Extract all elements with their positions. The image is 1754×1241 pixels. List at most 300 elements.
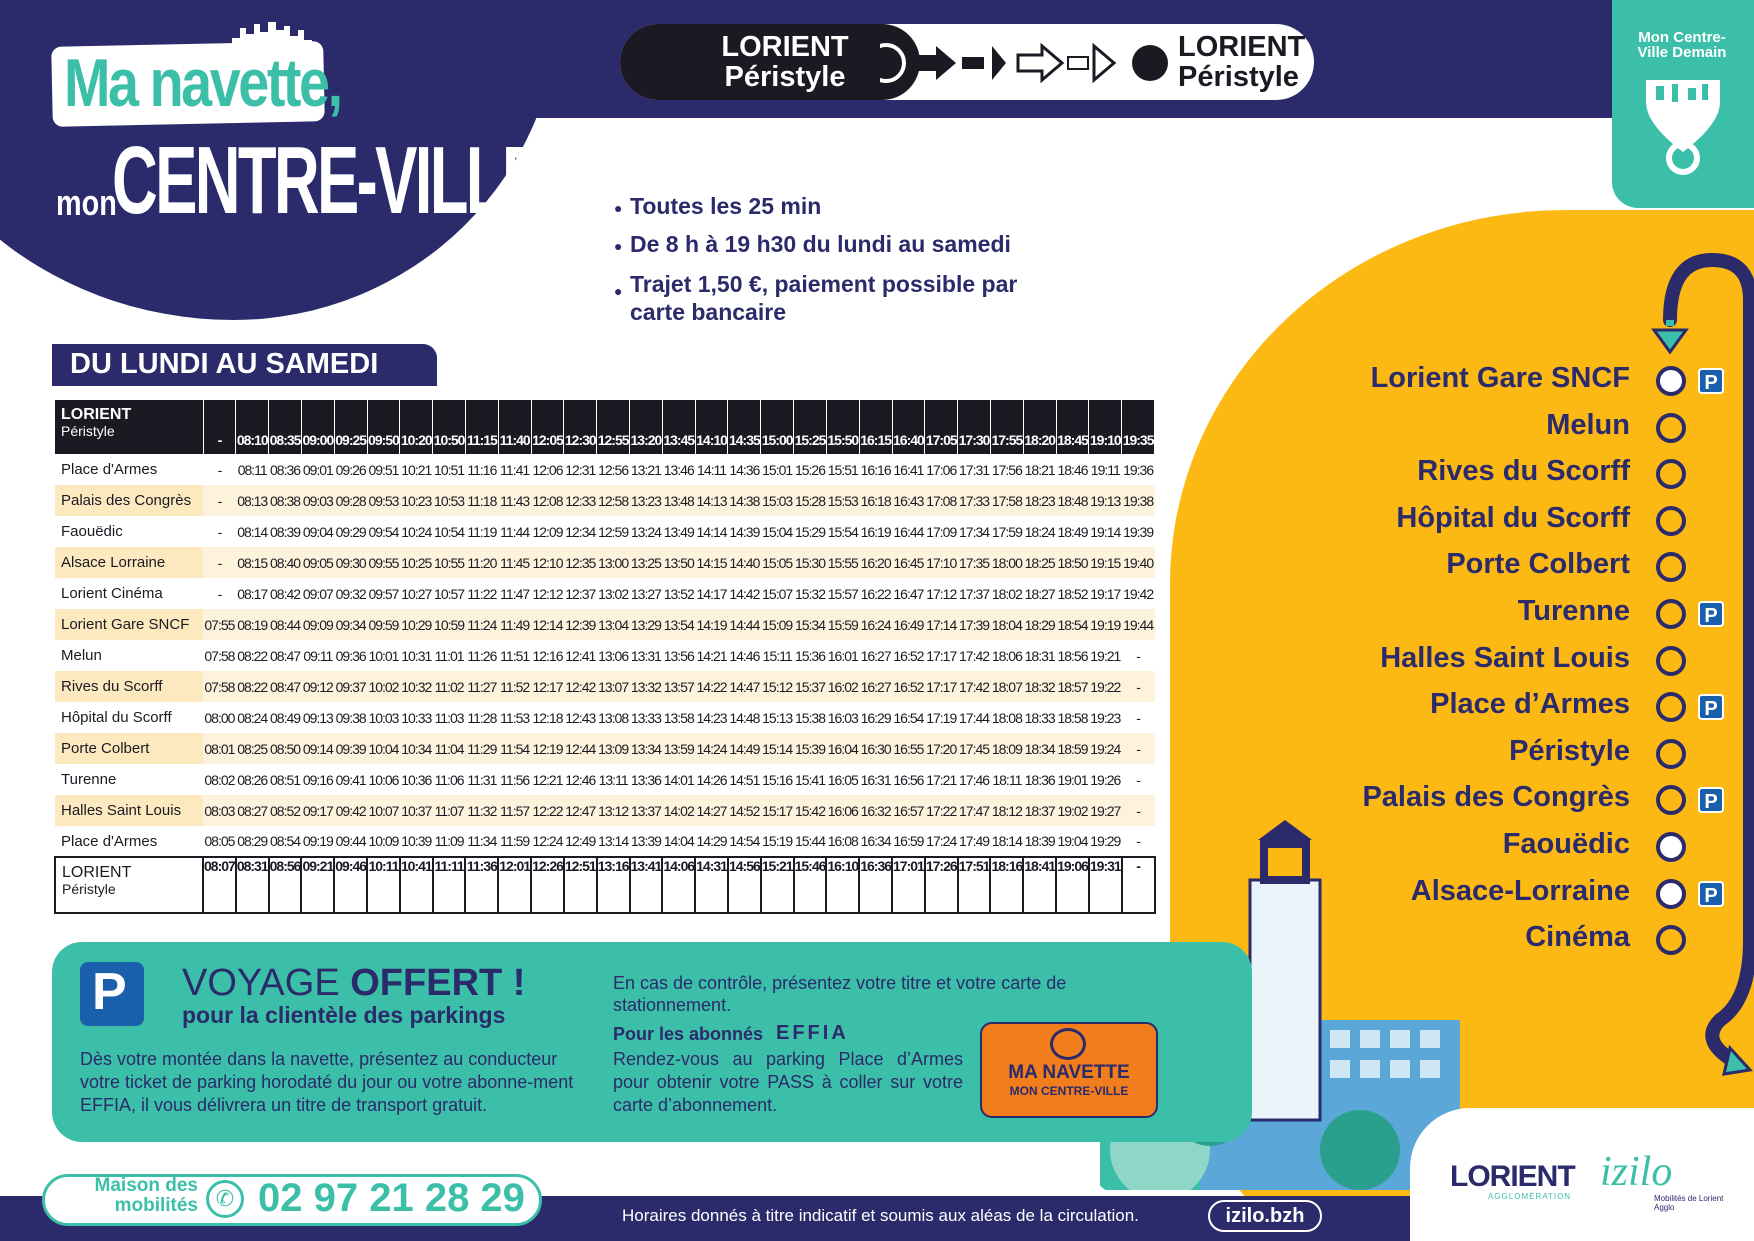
timetable-time-cell: 12:17 [531,671,564,702]
phone-label: Maison des mobilités [94,1175,198,1216]
timetable-time-cell: 19:40 [1122,547,1155,578]
timetable-time-cell: 11:26 [465,640,498,671]
timetable-time-cell: 19:02 [1056,795,1089,826]
timetable-stop-name: Lorient Gare SNCF [55,609,203,640]
timetable-row [55,640,1155,671]
timetable-time-cell: 15:44 [794,826,827,857]
timetable-time-cell: 13:34 [630,733,663,764]
timetable-footer-time: 19:06 [1056,857,1089,913]
timetable-time-cell: - [203,547,236,578]
route-origin [670,32,900,92]
timetable-time-cell: 08:17 [236,578,269,609]
timetable-time-cell: 13:27 [630,578,663,609]
timetable-header-time: 09:00 [301,400,334,454]
timetable-time-cell: 17:37 [958,578,991,609]
timetable-time-cell: 11:01 [433,640,466,671]
timetable-time-cell: 08:47 [269,671,302,702]
title-subword: mon [56,182,117,223]
timetable-time-cell: 08:11 [236,454,269,485]
timetable-time-cell: 10:06 [367,764,400,795]
timetable-time-cell: 11:54 [498,733,531,764]
timetable-time-cell: 17:34 [958,516,991,547]
timetable-time-cell: 19:01 [1056,764,1089,795]
timetable-time-cell: 11:47 [498,578,531,609]
timetable-time-cell: 17:31 [958,454,991,485]
timetable-footer-time: 12:26 [531,857,564,913]
timetable-time-cell: 15:53 [826,485,859,516]
timetable-time-cell: 08:24 [236,702,269,733]
timetable-time-cell: 13:00 [597,547,630,578]
timetable-time-cell: 15:42 [794,795,827,826]
timetable-header-time: 15:00 [761,400,794,454]
timetable-header-time: 15:25 [794,400,827,454]
route-stop-name: Halles Saint Louis [1380,641,1630,674]
timetable-time-cell: 08:25 [236,733,269,764]
timetable-time-cell: 12:31 [564,454,597,485]
timetable-footer-time: 11:11 [433,857,466,913]
timetable-time-cell: 09:55 [367,547,400,578]
timetable-header-time: 18:20 [1023,400,1056,454]
timetable-time-cell: 14:29 [695,826,728,857]
control-text: En cas de contrôle, présentez votre titre et votre carte de stationnement. [613,973,1067,1015]
timetable-time-cell: 19:36 [1122,454,1155,485]
timetable-time-cell: 16:06 [826,795,859,826]
timetable-header-time: 08:10 [236,400,269,454]
timetable-time-cell: 09:07 [301,578,334,609]
timetable-time-cell: 10:39 [400,826,433,857]
timetable-time-cell: 15:07 [761,578,794,609]
timetable-time-cell: 14:11 [695,454,728,485]
timetable-time-cell: 16:02 [826,671,859,702]
timetable-footer-time: 18:16 [990,857,1023,913]
timetable-time-cell: 12:21 [531,764,564,795]
voyage-title-light: VOYAGE [182,962,351,1004]
timetable-time-cell: 12:35 [564,547,597,578]
timetable-time-cell: 10:01 [367,640,400,671]
timetable-time-cell: 10:07 [367,795,400,826]
route-stop-marker [1656,506,1686,536]
timetable-stop-name: Alsace Lorraine [55,547,203,578]
timetable-time-cell: 14:19 [695,609,728,640]
timetable-row [55,671,1155,702]
timetable-time-cell: 17:22 [925,795,958,826]
timetable-time-cell: 09:13 [301,702,334,733]
timetable-time-cell: 16:31 [859,764,892,795]
timetable-time-cell: - [203,454,236,485]
route-stop-marker [1656,692,1686,722]
timetable-time-cell: 08:51 [269,764,302,795]
timetable-time-cell: 17:14 [925,609,958,640]
timetable-time-cell: - [203,516,236,547]
timetable-time-cell: 08:13 [236,485,269,516]
abonnes-label: Pour les abonnés [613,1024,764,1044]
timetable-time-cell: 18:29 [1023,609,1056,640]
timetable-time-cell: 15:41 [794,764,827,795]
timetable-header-row [55,400,1155,454]
route-stop-marker [1656,459,1686,489]
timetable-footer-time: 09:46 [334,857,367,913]
timetable-time-cell: 15:59 [826,609,859,640]
timetable-footer-time: 08:56 [269,857,302,913]
timetable-time-cell: 16:27 [859,671,892,702]
timetable-time-cell: - [203,485,236,516]
timetable-time-cell: 09:53 [367,485,400,516]
timetable-time-cell: 12:42 [564,671,597,702]
timetable-header-time: 08:35 [269,400,302,454]
timetable-time-cell: 16:41 [892,454,925,485]
timetable-time-cell: 17:06 [925,454,958,485]
timetable-time-cell: 16:27 [859,640,892,671]
timetable-time-cell: 13:57 [662,671,695,702]
timetable-time-cell: 09:05 [301,547,334,578]
timetable-time-cell: 09:26 [334,454,367,485]
timetable-time-cell: 16:18 [859,485,892,516]
timetable-time-cell: 19:14 [1089,516,1122,547]
timetable-footer-time: 17:51 [958,857,991,913]
effia-logo: EFFIA [776,1022,849,1044]
timetable-footer-time: 17:01 [892,857,925,913]
timetable-time-cell: 19:11 [1089,454,1122,485]
timetable-time-cell: 12:06 [531,454,564,485]
timetable-time-cell: 19:39 [1122,516,1155,547]
timetable-time-cell: 12:44 [564,733,597,764]
timetable-time-cell: 13:36 [630,764,663,795]
timetable-time-cell: 08:29 [236,826,269,857]
timetable-row [55,795,1155,826]
timetable-time-cell: 16:59 [892,826,925,857]
timetable-time-cell: 08:40 [269,547,302,578]
timetable-time-cell: - [1122,640,1155,671]
timetable-time-cell: 08:15 [236,547,269,578]
timetable-time-cell: 15:05 [761,547,794,578]
timetable-time-cell: 13:07 [597,671,630,702]
timetable-footer-time: 08:07 [203,857,236,913]
timetable-time-cell: 09:59 [367,609,400,640]
timetable-time-cell: 10:53 [433,485,466,516]
timetable-time-cell: 12:10 [531,547,564,578]
timetable-time-cell: 12:34 [564,516,597,547]
timetable-row [55,609,1155,640]
timetable-header-stop-city: LORIENT [61,406,132,423]
timetable-time-cell: 19:26 [1089,764,1122,795]
timetable-time-cell: 15:34 [794,609,827,640]
timetable-time-cell: 15:38 [794,702,827,733]
timetable-time-cell: 08:26 [236,764,269,795]
timetable-time-cell: 18:27 [1023,578,1056,609]
timetable-time-cell: 12:39 [564,609,597,640]
timetable-time-cell: 17:56 [990,454,1023,485]
timetable-time-cell: 15:51 [826,454,859,485]
izilo-subtitle: Mobilités de Lorient Agglo [1654,1194,1724,1212]
route-stop-name: Porte Colbert [1446,548,1630,581]
schedule-day-label: DU LUNDI AU SAMEDI [52,344,437,386]
timetable-time-cell: 14:49 [728,733,761,764]
timetable-header-time: 10:50 [433,400,466,454]
timetable-time-cell: 15:29 [794,516,827,547]
timetable-time-cell: 09:01 [301,454,334,485]
timetable-time-cell: 13:14 [597,826,630,857]
timetable-row [55,578,1155,609]
timetable-time-cell: 18:08 [990,702,1023,733]
timetable-stop-name: Hôpital du Scorff [55,702,203,733]
lorient-agglomeration-subtitle: AGGLOMÉRATION [1488,1192,1572,1201]
timetable-time-cell: 14:52 [728,795,761,826]
timetable-time-cell: 14:14 [695,516,728,547]
timetable-time-cell: 18:52 [1056,578,1089,609]
route-stop-marker [1656,925,1686,955]
timetable-time-cell: 12:08 [531,485,564,516]
timetable-time-cell: 14:02 [662,795,695,826]
timetable-time-cell: 18:21 [1023,454,1056,485]
timetable-time-cell: 15:01 [761,454,794,485]
timetable-header-time: 11:40 [498,400,531,454]
timetable-time-cell: 12:14 [531,609,564,640]
timetable-time-cell: 18:50 [1056,547,1089,578]
route-stop-name: Turenne [1517,595,1630,627]
timetable-time-cell: 11:19 [465,516,498,547]
timetable-time-cell: 15:37 [794,671,827,702]
timetable-time-cell: 09:32 [334,578,367,609]
timetable-time-cell: 09:17 [301,795,334,826]
route-stop-name: Péristyle [1509,734,1630,767]
timetable-time-cell: 09:30 [334,547,367,578]
timetable-time-cell: 16:08 [826,826,859,857]
timetable-time-cell: 18:12 [990,795,1023,826]
timetable-time-cell: - [1122,733,1155,764]
timetable-footer-time: 14:56 [728,857,761,913]
timetable-time-cell: 18:07 [990,671,1023,702]
timetable-time-cell: 11:44 [498,516,531,547]
timetable-time-cell: 14:40 [728,547,761,578]
timetable-time-cell: 13:48 [662,485,695,516]
izilo-logo: izilo [1600,1149,1673,1195]
timetable-time-cell: 16:44 [892,516,925,547]
timetable-time-cell: 08:49 [269,702,302,733]
lorient-agglomeration-logo: LORIENT [1450,1160,1575,1193]
timetable-time-cell: 18:25 [1023,547,1056,578]
timetable-time-cell: 15:36 [794,640,827,671]
timetable-time-cell: - [1122,795,1155,826]
timetable-time-cell: 11:28 [465,702,498,733]
timetable-time-cell: 18:14 [990,826,1023,857]
timetable-time-cell: 14:23 [695,702,728,733]
timetable-time-cell: 10:24 [400,516,433,547]
timetable-header-time: 19:10 [1089,400,1122,454]
timetable-time-cell: 10:32 [400,671,433,702]
timetable-time-cell: 09:03 [301,485,334,516]
timetable-time-cell: 10:34 [400,733,433,764]
timetable-time-cell: 18:32 [1023,671,1056,702]
timetable-time-cell: 12:19 [531,733,564,764]
timetable-footer-time: 12:01 [498,857,531,913]
timetable-time-cell: 13:29 [630,609,663,640]
timetable-time-cell: 10:59 [433,609,466,640]
timetable-time-cell: 19:27 [1089,795,1122,826]
timetable-time-cell: 08:01 [203,733,236,764]
info-price: ● Trajet 1,50 €, paiement possible par carte bancaire [630,270,1050,326]
timetable-time-cell: 19:29 [1089,826,1122,857]
timetable-time-cell: 15:12 [761,671,794,702]
timetable-time-cell: 15:13 [761,702,794,733]
timetable-time-cell: 19:44 [1122,609,1155,640]
timetable-time-cell: 10:33 [400,702,433,733]
timetable-time-cell: 10:27 [400,578,433,609]
timetable-time-cell: 11:51 [498,640,531,671]
timetable-footer-time: 08:31 [236,857,269,913]
timetable-time-cell: 08:52 [269,795,302,826]
timetable-time-cell: 13:33 [630,702,663,733]
info-hours: ● De 8 h à 19 h30 du lundi au samedi [630,231,1011,258]
timetable-row [55,733,1155,764]
timetable-time-cell: - [1122,764,1155,795]
timetable-header-time: 09:25 [334,400,367,454]
timetable-time-cell: 10:25 [400,547,433,578]
timetable-time-cell: 08:03 [203,795,236,826]
timetable-time-cell: 09:19 [301,826,334,857]
timetable-time-cell: 18:23 [1023,485,1056,516]
timetable-header-time: 12:55 [597,400,630,454]
timetable-header-time: 16:15 [859,400,892,454]
timetable-time-cell: 15:55 [826,547,859,578]
timetable-time-cell: 14:21 [695,640,728,671]
timetable-time-cell: 10:02 [367,671,400,702]
timetable-time-cell: 11:43 [498,485,531,516]
timetable-time-cell: 15:17 [761,795,794,826]
timetable-time-cell: 16:57 [892,795,925,826]
timetable-row [55,547,1155,578]
timetable-time-cell: 14:24 [695,733,728,764]
timetable-footer-stop-city: LORIENT [62,864,132,881]
timetable-time-cell: 13:24 [630,516,663,547]
timetable-time-cell: 16:22 [859,578,892,609]
timetable-time-cell: 14:26 [695,764,728,795]
timetable-header-time: 10:20 [400,400,433,454]
timetable-time-cell: 16:45 [892,547,925,578]
phone-number[interactable]: 02 97 21 28 29 [258,1176,525,1220]
voyage-title-bold: OFFERT ! [350,962,526,1004]
timetable-footer-time: 19:31 [1089,857,1122,913]
timetable-time-cell: 08:38 [269,485,302,516]
timetable-stop-name: Turenne [55,764,203,795]
timetable-time-cell: 08:39 [269,516,302,547]
timetable-time-cell: 12:16 [531,640,564,671]
timetable-time-cell: 19:24 [1089,733,1122,764]
timetable-time-cell: 10:51 [433,454,466,485]
timetable-time-cell: 12:56 [597,454,630,485]
timetable-time-cell: 19:17 [1089,578,1122,609]
timetable-time-cell: 12:47 [564,795,597,826]
timetable-stop-name: Porte Colbert [55,733,203,764]
timetable-time-cell: 13:09 [597,733,630,764]
timetable-time-cell: 17:59 [990,516,1023,547]
timetable-time-cell: 17:09 [925,516,958,547]
timetable-time-cell: 15:11 [761,640,794,671]
timetable-time-cell: 15:54 [826,516,859,547]
timetable-time-cell: 11:04 [433,733,466,764]
timetable-time-cell: 14:01 [662,764,695,795]
timetable-time-cell: 12:41 [564,640,597,671]
timetable-time-cell: 18:06 [990,640,1023,671]
timetable-header-time: 14:35 [728,400,761,454]
website-link[interactable]: izilo.bzh [1208,1200,1322,1232]
timetable-time-cell: 11:27 [465,671,498,702]
timetable-time-cell: 09:16 [301,764,334,795]
timetable-time-cell: 08:00 [203,702,236,733]
timetable-time-cell: 19:42 [1122,578,1155,609]
timetable-time-cell: 18:24 [1023,516,1056,547]
timetable-time-cell: 08:19 [236,609,269,640]
timetable-time-cell: 09:42 [334,795,367,826]
timetable-time-cell: 14:17 [695,578,728,609]
timetable-time-cell: 13:08 [597,702,630,733]
timetable-header-time: 13:45 [662,400,695,454]
timetable-time-cell: 14:42 [728,578,761,609]
timetable-time-cell: 18:49 [1056,516,1089,547]
parking-car-icon: P [80,962,144,1026]
timetable-time-cell: 10:55 [433,547,466,578]
timetable-row [55,485,1155,516]
timetable-time-cell: 17:24 [925,826,958,857]
timetable-time-cell: 10:09 [367,826,400,857]
timetable-time-cell: 11:49 [498,609,531,640]
timetable-time-cell: 16:16 [859,454,892,485]
timetable-footer-time: 09:21 [301,857,334,913]
timetable-footer-time: 13:41 [630,857,663,913]
parking-icon: P [1698,881,1724,907]
timetable-time-cell: 16:05 [826,764,859,795]
timetable-time-cell: 17:49 [958,826,991,857]
timetable-time-cell: 08:42 [269,578,302,609]
timetable-time-cell: 13:32 [630,671,663,702]
timetable-time-cell: 09:54 [367,516,400,547]
parking-icon: P [1698,694,1724,720]
heart-pin-icon [1642,72,1724,180]
timetable-time-cell: 16:30 [859,733,892,764]
timetable-footer-time: 18:41 [1023,857,1056,913]
timetable-time-cell: 08:50 [269,733,302,764]
timetable-stop-name: Faouëdic [55,516,203,547]
timetable-time-cell: 09:51 [367,454,400,485]
route-destination-stop: Péristyle [1178,61,1299,93]
route-stop-name: Lorient Gare SNCF [1370,362,1630,394]
timetable-time-cell: 17:45 [958,733,991,764]
timetable-time-cell: 11:02 [433,671,466,702]
timetable-time-cell: 15:04 [761,516,794,547]
timetable-time-cell: 17:58 [990,485,1023,516]
timetable-time-cell: 12:49 [564,826,597,857]
timetable-time-cell: 17:42 [958,640,991,671]
timetable-time-cell: 11:34 [465,826,498,857]
timetable-time-cell: 13:49 [662,516,695,547]
badge-subtitle: MON CENTRE-VILLE [1009,1084,1129,1098]
timetable-time-cell: 14:47 [728,671,761,702]
timetable-time-cell: 12:33 [564,485,597,516]
timetable-footer-time: 11:36 [465,857,498,913]
timetable-time-cell: 17:44 [958,702,991,733]
timetable-header-time: 12:05 [531,400,564,454]
route-stop-name: Rives du Scorff [1417,455,1630,488]
timetable-time-cell: 16:32 [859,795,892,826]
timetable-time-cell: 18:09 [990,733,1023,764]
timetable-time-cell: 16:54 [892,702,925,733]
timetable-time-cell: 09:04 [301,516,334,547]
timetable-time-cell: 19:23 [1089,702,1122,733]
timetable-time-cell: 14:38 [728,485,761,516]
timetable-time-cell: 13:04 [597,609,630,640]
timetable-footer-time: 15:21 [761,857,794,913]
timetable-time-cell: 13:50 [662,547,695,578]
timetable-time-cell: 17:47 [958,795,991,826]
